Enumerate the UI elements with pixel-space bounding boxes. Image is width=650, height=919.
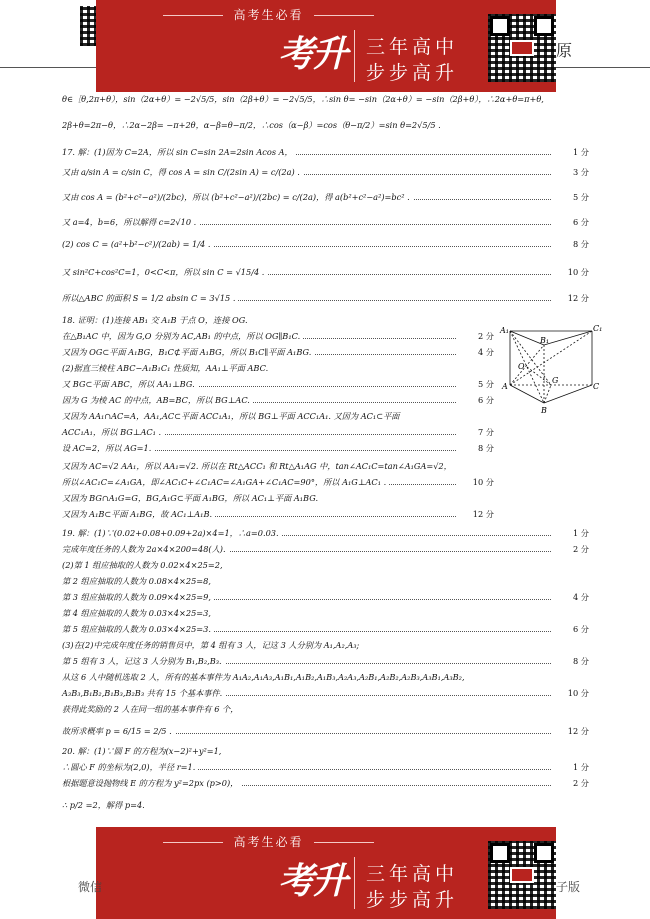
solution-line: [62, 346, 494, 358]
score-points: 2 分: [570, 543, 589, 555]
line-text: (2) cos C = (a²+b²−c²)/(2ab) = 1/4 .: [62, 239, 213, 249]
label-g: G: [552, 376, 559, 385]
score-points: 1 分: [570, 761, 589, 773]
line-text: 在△B₁AC 中，因为 G,O 分别为 AC,AB₁ 的中点，所以 OG∥B₁C.: [62, 331, 303, 341]
edge-ab: [510, 385, 544, 403]
line-text: 所以∠AC₁C=∠A₁GA，即∠AC₁C+∠C₁AC=∠A₁GA+∠C₁AC=90°，所以 A₁G⊥AC₁ .: [62, 477, 389, 487]
label-o: O: [518, 362, 525, 371]
line-text: 第 3 组应抽取的人数为 0.09×4×25=9,: [62, 592, 214, 602]
edge-ac1: [510, 331, 592, 385]
solution-line: [62, 330, 494, 342]
edge-ab1: [510, 345, 544, 385]
line-text: 又由 a/sin A = c/sin C，得 cos A = sin C/(2sin A) = c/(2a) .: [62, 167, 303, 177]
line-text: 设 AC=2，所以 AG=1.: [62, 443, 154, 453]
solution-line: [62, 410, 494, 422]
solution-line: [62, 292, 589, 304]
line-text: 2β+θ=2π−θ，∴2α−2β= −π+2θ，α−β=θ−π/2，∴cos（α−β）=cos（θ−π/2）=sin θ=2√5/5 .: [62, 120, 444, 130]
score-points: 2 分: [570, 777, 589, 789]
score-points: 6 分: [570, 216, 589, 228]
score-points: 6 分: [475, 394, 494, 406]
qr-code-icon[interactable]: [488, 14, 556, 82]
line-text: 17. 解：(1)因为 C=2A，所以 sin C=sin 2A=2sin Acos A，: [62, 147, 296, 157]
line-text: 18. 证明：(1)连接 AB₁ 交 A₁B 于点 O，连接 OG.: [62, 315, 251, 325]
score-points: 10 分: [470, 476, 494, 488]
banner-logo-bottom: 考升: [278, 861, 347, 902]
solution-line: [62, 119, 589, 131]
line-text: 获得此奖励的 2 人在同一组的基本事件有 6 个，: [62, 704, 241, 714]
solution-line: [62, 543, 589, 555]
solution-line: [62, 508, 494, 520]
solution-line: [62, 527, 589, 539]
score-points: 12 分: [565, 292, 589, 304]
line-text: ACC₁A₁，所以 BG⊥AC₁ .: [62, 427, 164, 437]
score-points: 10 分: [565, 687, 589, 699]
score-points: 12 分: [565, 725, 589, 737]
solution-line: [62, 238, 589, 250]
line-text: (2)第 1 组应抽取的人数为 0.02×4×25=2,: [62, 560, 226, 570]
label-b: B: [541, 406, 547, 415]
line-text: 又 BG⊂平面 ABC，所以 AA₁⊥BG.: [62, 379, 198, 389]
score-points: 4 分: [570, 591, 589, 603]
score-points: 5 分: [475, 378, 494, 390]
solution-line: [62, 426, 494, 438]
header-right-text: 原: [556, 41, 573, 60]
score-points: 6 分: [570, 623, 589, 635]
solution-line: [62, 575, 589, 587]
banner-slogan: 高考生必看: [96, 6, 441, 23]
top-ad-banner[interactable]: [96, 0, 556, 92]
line-text: 第 5 组有 3 人，记这 3 人分别为 B₁,B₂,B₃.: [62, 656, 225, 666]
line-text: 完成年度任务的人数为 2a×4×200=48(人).: [62, 544, 229, 554]
banner-divider: [354, 30, 355, 82]
line-text: θ∈［θ,2π+θ），sin（2α+θ）= −2√5/5，sin（2β+θ）= −2√5/5，∴sin θ= −sin（2α+θ）= −sin（2β+θ），∴2α+θ=π+θ,: [62, 94, 547, 104]
line-text: 又 sin²C+cos²C=1，0<C<π，所以 sin C = √15/4 .: [62, 267, 267, 277]
line-text: A₃B₃,B₁B₂,B₁B₃,B₂B₃ 共有 15 个基本事件.: [62, 688, 225, 698]
solution-line: [62, 166, 589, 178]
solution-line: [62, 777, 589, 789]
score-points: 7 分: [475, 426, 494, 438]
solution-line: [62, 703, 589, 715]
solution-line: [62, 378, 494, 390]
line-text: 第 5 组应抽取的人数为 0.03×4×25=3.: [62, 624, 214, 634]
qr-logo-icon: [510, 40, 534, 56]
solution-line: [62, 761, 589, 773]
line-text: 20. 解：(1)∵圆 F 的方程为(x−2)²+y²=1,: [62, 746, 224, 756]
line-text: 又因为 A₁B⊂平面 A₁BG，故 AC₁⊥A₁B.: [62, 509, 215, 519]
solution-line: [62, 460, 494, 472]
solution-line: [62, 607, 589, 619]
solution-line: [62, 146, 589, 158]
solution-line: [62, 799, 589, 811]
banner-line-2-bottom: 步步高升: [366, 889, 459, 911]
banner-logo: 考升: [278, 34, 347, 75]
label-c: C: [593, 382, 600, 391]
solution-line: [62, 442, 494, 454]
banner-divider-bottom: [354, 857, 355, 909]
line-text: (3)在(2)中完成年度任务的销售员中，第 4 组有 3 人，记这 3 人分别为 A₁,A₂,A₃;: [62, 640, 362, 650]
label-a1: A₁: [500, 326, 509, 335]
label-b1: B₁: [540, 336, 550, 345]
banner-slogan-bottom: 高考生必看: [96, 833, 441, 850]
solution-line: [62, 671, 589, 683]
line-text: ∴圆心 F 的坐标为(2,0)，半径 r=1.: [62, 762, 198, 772]
solution-line: [62, 191, 589, 203]
score-points: 1 分: [570, 527, 589, 539]
line-text: 第 2 组应抽取的人数为 0.08×4×25=8,: [62, 576, 214, 586]
bottom-ad-banner[interactable]: [96, 827, 556, 919]
line-text: 又 a=4，b=6，所以解得 c=2√10 .: [62, 217, 199, 227]
line-text: 又因为 OG⊂平面 A₁BG，B₁C⊄平面 A₁BG，所以 B₁C∥平面 A₁BG.: [62, 347, 314, 357]
solution-line: [62, 492, 494, 504]
solution-line: [62, 216, 589, 228]
line-text: (2)据直三棱柱 ABC−A₁B₁C₁ 性质知，AA₁⊥平面 ABC.: [62, 363, 271, 373]
score-points: 8 分: [570, 238, 589, 250]
solution-line: [62, 745, 589, 757]
score-points: 12 分: [470, 508, 494, 520]
qr-code-icon-bottom[interactable]: [488, 841, 556, 909]
solution-line: [62, 655, 589, 667]
banner-line-2: 步步高升: [366, 62, 459, 84]
line-text: 第 4 组应抽取的人数为 0.03×4×25=3,: [62, 608, 214, 618]
footer-left-text: 微信: [78, 880, 103, 894]
solution-line: [62, 93, 589, 105]
solution-line: [62, 476, 494, 488]
solution-line: [62, 591, 589, 603]
score-points: 10 分: [565, 266, 589, 278]
line-text: 又由 cos A = (b²+c²−a²)/(2bc)，所以 (b²+c²−a²)/(2bc) = c/(2a)，得 a(b²+c²−a²)=bc² .: [62, 192, 413, 202]
solution-line: [62, 394, 494, 406]
solution-line: [62, 623, 589, 635]
label-a: A: [502, 382, 508, 391]
banner-line-1: 三年高中: [366, 36, 459, 58]
line-text: 19. 解：(1)∵(0.02+0.08+0.09+2a)×4=1，∴a=0.03.: [62, 528, 282, 538]
line-text: 故所求概率 p = 6/15 = 2/5 .: [62, 726, 175, 736]
solution-line: [62, 687, 589, 699]
edge-b1c1: [544, 331, 592, 345]
line-text: 又因为 BG∩A₁G=G，BG,A₁G⊂平面 A₁BG，所以 AC₁⊥平面 A₁BG.: [62, 493, 321, 503]
footer-right-text: 子版: [556, 880, 581, 894]
line-text: 又因为 AC=√2 AA₁，所以 AA₁=√2. 所以在 Rt△ACC₁ 和 Rt△A₁AG 中，tan∠AC₁C=tan∠A₁GA=√2，: [62, 461, 455, 471]
solution-line: [62, 725, 589, 737]
score-points: 3 分: [570, 166, 589, 178]
line-text: 又因为 AA₁∩AC=A，AA₁,AC⊂平面 ACC₁A₁，所以 BG⊥平面 ACC₁A₁. 又因为 AC₁⊂平面: [62, 411, 402, 421]
edge-bc: [544, 385, 592, 403]
score-points: 4 分: [475, 346, 494, 358]
solution-line: [62, 559, 589, 571]
score-points: 8 分: [570, 655, 589, 667]
edge-bg: [544, 385, 551, 403]
score-points: 1 分: [570, 146, 589, 158]
label-c1: C₁: [593, 324, 603, 333]
line-text: 所以△ABC 的面积 S = 1/2 absin C = 3√15 .: [62, 293, 238, 303]
line-text: ∴ p/2 =2，解得 p=4.: [62, 800, 148, 810]
line-text: 从这 6 人中随机选取 2 人，所有的基本事件为 A₁A₂,A₁A₃,A₁B₁,A₁B₂,A₁B₃,A₂A₃,A₂B₁,A₂B₂,A₂B₃,A₃B₁,A₃B₂,: [62, 672, 468, 682]
line-text: 因为 G 为棱 AC 的中点，AB=BC，所以 BG⊥AC.: [62, 395, 253, 405]
score-points: 2 分: [475, 330, 494, 342]
score-points: 5 分: [570, 191, 589, 203]
banner-line-1-bottom: 三年高中: [366, 863, 459, 885]
line-text: 根据题意设抛物线 E 的方程为 y²=2px (p>0)，: [62, 778, 241, 788]
solution-line: [62, 362, 494, 374]
qr-logo-icon-bottom: [510, 867, 534, 883]
score-points: 8 分: [475, 442, 494, 454]
prism-figure: [500, 323, 603, 418]
solution-line: [62, 639, 589, 651]
solution-line: [62, 266, 589, 278]
